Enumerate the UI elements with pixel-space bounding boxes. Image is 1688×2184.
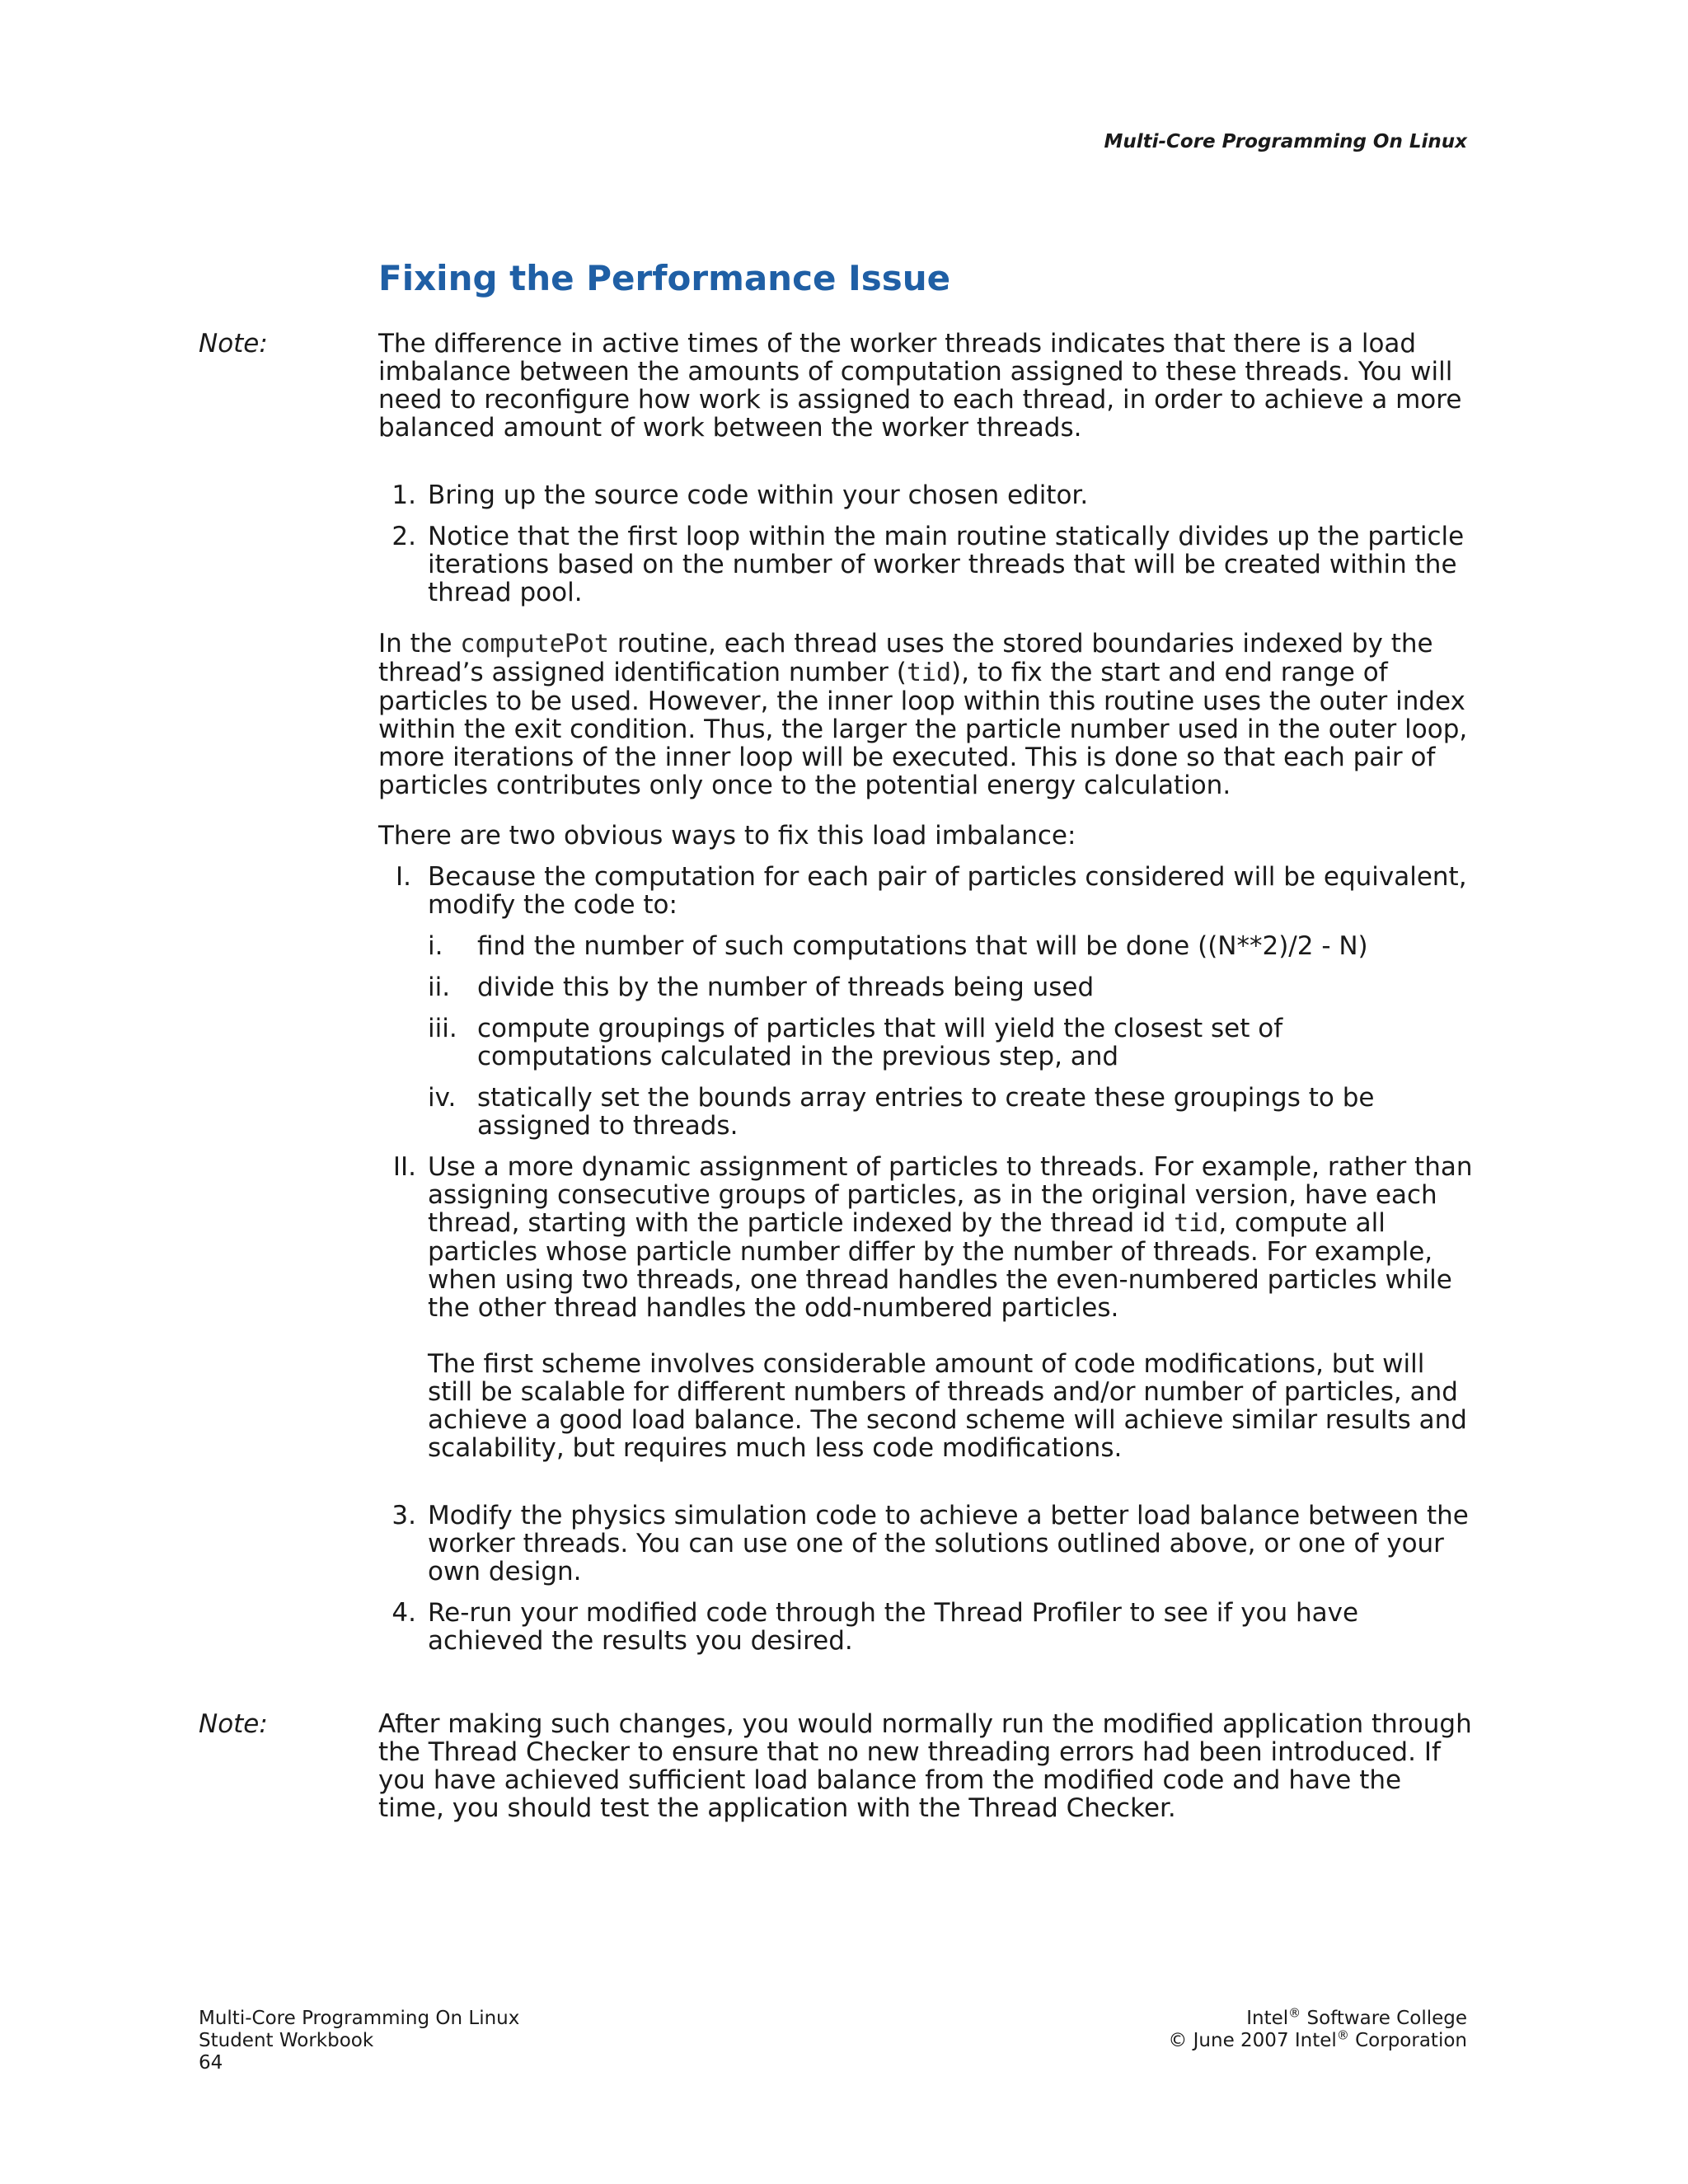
- note-paragraph: The difference in active times of the worker threads indicates that there is a load imbalance between the amounts of computation assigned to these threads. You will need to reconfigure how work is assigned to each thread, in order to achieve a more balanced amount of work between the worker threads.: [378, 329, 1462, 443]
- sub-text: compute groupings of particles that will yield the closest set of computations calculated in the previous step, and: [477, 1014, 1283, 1071]
- text-run: Software College: [1301, 2008, 1467, 2029]
- list-number: 4.: [392, 1598, 416, 1628]
- footer-right: [1168, 2005, 1467, 2052]
- compute-paragraph: [378, 630, 1475, 799]
- text-run: Use a more dynamic assignment of particles to threads. For example, rather than assigning consecutive groups of particles, as in the original version, have each thread, starting with the particle indexed by the thread id: [428, 1152, 1473, 1238]
- text-run: routine, each thread uses the stored boundaries indexed by the thread’s assigned identification number (: [378, 629, 1433, 687]
- text-run: © June 2007 Intel: [1168, 2030, 1337, 2051]
- list-number: 1.: [392, 480, 416, 510]
- sub-text: find the number of such computations that will be done ((N**2)/2 - N): [477, 931, 1368, 961]
- registered-mark: ®: [1336, 2027, 1349, 2043]
- text-run: ), to fix the start and end range of particles to be used. However, the inner loop within this routine uses the outer index within the exit condition. Thus, the larger the particle number used in the outer loop, more iterations of the inner loop will be executed. This is done so that each pair of particles contributes only once to the potential energy calculation.: [378, 658, 1468, 800]
- roman-text: [428, 1153, 1475, 1322]
- note-text: [378, 1710, 1475, 1822]
- code-tid: tid: [1174, 1209, 1219, 1238]
- sub-text: statically set the bounds array entries to create these groupings to be assigned to threads.: [477, 1083, 1375, 1141]
- list-text: Bring up the source code within your chosen editor.: [428, 480, 1089, 510]
- sub-number: i.: [428, 931, 443, 961]
- section-title: Fixing the Performance Issue: [378, 258, 951, 298]
- brand-name: Intel: [1246, 2008, 1289, 2029]
- sub-number: ii.: [428, 972, 451, 1002]
- footer-publisher: [1168, 2005, 1467, 2030]
- roman-number: II.: [392, 1152, 416, 1182]
- list-text: Notice that the first loop within the main routine statically divides up the particle iterations based on the number of worker threads that will be created within the thread pool.: [428, 522, 1465, 607]
- code-tid: tid: [906, 658, 952, 687]
- running-header: Multi-Core Programming On Linux: [1104, 131, 1467, 152]
- text-run: In the: [378, 629, 461, 658]
- list-number: 3.: [392, 1501, 416, 1530]
- text-run: Corporation: [1348, 2030, 1467, 2051]
- sub-text: divide this by the number of threads being used: [477, 972, 1095, 1002]
- list-number: 2.: [392, 522, 416, 551]
- roman-number: I.: [396, 862, 411, 892]
- schemes-text: The first scheme involves considerable amount of code modifications, but will still be scalable for different numbers of threads and/or number of particles, and achieve a good load balance. The second scheme will achieve similar results and scalability, but requires much less code modifications.: [428, 1349, 1467, 1463]
- footer-copyright: [1168, 2027, 1467, 2052]
- note-text: [378, 330, 1475, 442]
- footer-book-type: Student Workbook: [199, 2030, 374, 2051]
- footer-book-title: Multi-Core Programming On Linux: [199, 2008, 520, 2029]
- ways-text: There are two obvious ways to fix this load imbalance:: [378, 821, 1076, 851]
- ways-paragraph: [378, 822, 1475, 850]
- list-text: Modify the physics simulation code to achieve a better load balance between the worker threads. You can use one of the solutions outlined above, or one of your own design.: [428, 1501, 1469, 1586]
- sub-number: iii.: [428, 1014, 457, 1043]
- note-paragraph: After making such changes, you would normally run the modified application through the Thread Checker to ensure that no new threading errors had been introduced. If you have achieved sufficient load balance from the modified code and have the time, you should test the application with the Thread Checker.: [378, 1709, 1472, 1823]
- page-number: 64: [199, 2052, 223, 2074]
- code-computepot: computePot: [460, 630, 609, 658]
- text-run: , compute all particles whose particle number differ by the number of threads. For example, when using two threads, one thread handles the even-numbered particles while the other thread handles the odd-numbered particles.: [428, 1208, 1452, 1323]
- note-label: Note:: [199, 329, 268, 359]
- sub-number: iv.: [428, 1083, 457, 1113]
- roman-text: Because the computation for each pair of particles considered will be equivalent, modify the code to:: [428, 862, 1467, 920]
- registered-mark: ®: [1288, 2005, 1301, 2021]
- note-label: Note:: [199, 1709, 268, 1739]
- footer-left: [199, 2008, 519, 2074]
- list-text: Re-run your modified code through the Thread Profiler to see if you have achieved the results you desired.: [428, 1598, 1359, 1656]
